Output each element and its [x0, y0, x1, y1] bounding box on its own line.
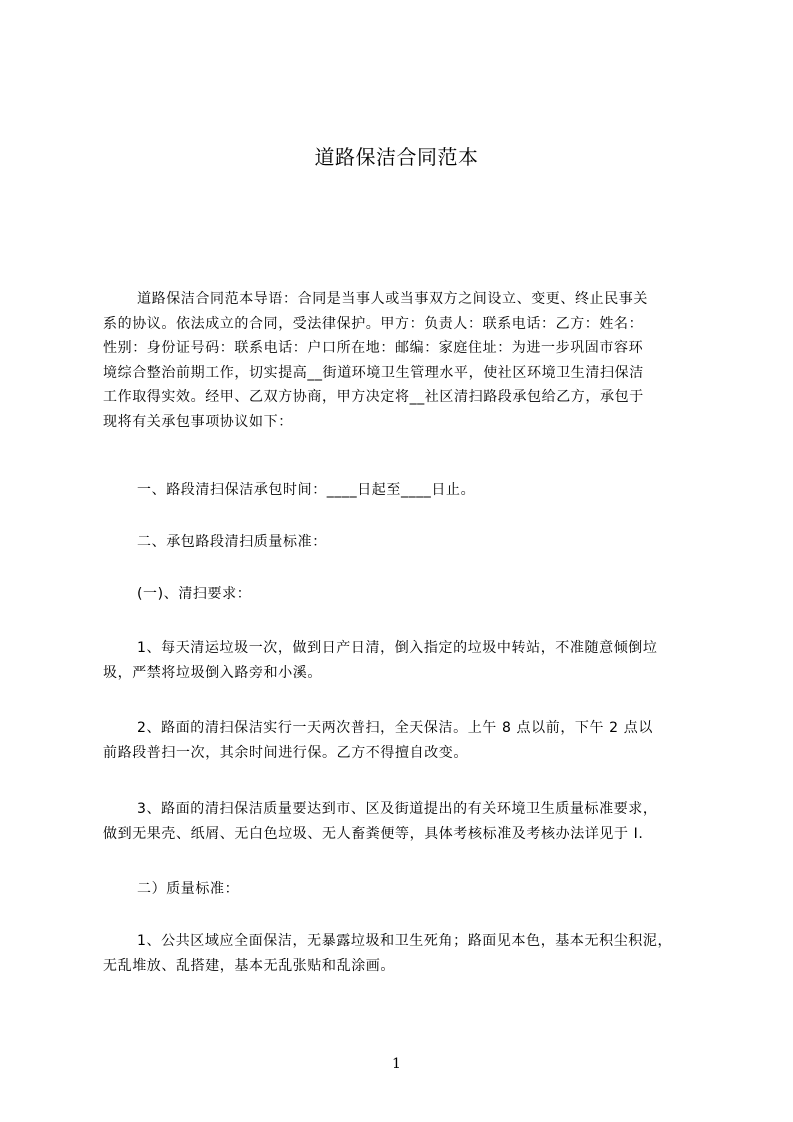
intro-line: 系的协议。依法成立的合同，受法律保护。甲方：负责人：联系电话：乙方：姓名：: [103, 315, 644, 332]
section-contract-period-text: 一、路段清扫保洁承包时间：____日起至____日止。: [137, 482, 476, 498]
page-number: 1: [392, 1056, 401, 1072]
standard-item-1: [103, 929, 723, 978]
section-quality-standards-text: 二、承包路段清扫质量标准：: [137, 534, 327, 550]
intro-line: 道路保洁合同范本导语：合同是当事人或当事双方之间设立、变更、终止民事关: [137, 291, 648, 307]
intro-line: 境综合整治前期工作，切实提高__街道环境卫生管理水平，使社区环境卫生清扫保洁: [103, 364, 644, 381]
subsection-cleaning-requirements-text: (一)、清扫要求：: [137, 586, 252, 602]
intro-paragraph: [103, 287, 723, 434]
subsection-cleaning-requirements: [103, 582, 723, 607]
section-quality-standards-heading: [103, 530, 723, 555]
document-title: 道路保洁合同范本: [314, 145, 479, 169]
intro-line: 工作取得实效。经甲、乙双方协商，甲方决定将__社区清扫路段承包给乙方，承包于: [103, 389, 644, 405]
intro-line: 现将有关承包事项协议如下：: [103, 413, 293, 430]
requirement-item-3: [103, 797, 723, 846]
requirement-item-2: [103, 716, 723, 765]
section-contract-period: [103, 478, 723, 503]
intro-line: 性别：身份证号码：联系电话：户口所在地：邮编：家庭住址：为进一步巩固市容环: [103, 340, 644, 356]
standard-line: 无乱堆放、乱搭建，基本无乱张贴和乱涂画。: [103, 957, 395, 974]
requirement-line: 2、路面的清扫保洁实行一天两次普扫，全天保洁。上午 8 点以前，下午 2 点以: [137, 720, 653, 736]
requirement-line: 圾，严禁将垃圾倒入路旁和小溪。: [103, 664, 322, 681]
requirement-line: 做到无果壳、纸屑、无白色垃圾、无人畜粪便等，具体考核标准及考核办法详见于 I.: [103, 825, 644, 842]
requirement-line: 前路段普扫一次，其余时间进行保。乙方不得擅自改变。: [103, 744, 468, 761]
requirement-item-1: [103, 636, 723, 685]
requirement-line: 1、每天清运垃圾一次，做到日产日清，倒入指定的垃圾中转站，不准随意倾倒垃: [137, 640, 658, 656]
subsection-quality-standards-text: 二）质量标准：: [137, 881, 240, 897]
standard-line: 1、公共区域应全面保洁，无暴露垃圾和卫生死角；路面见本色，基本无积尘积泥，: [137, 933, 673, 949]
subsection-quality-standards: [103, 877, 723, 902]
requirement-line: 3、路面的清扫保洁质量要达到市、区及街道提出的有关环境卫生质量标准要求，: [137, 801, 658, 817]
